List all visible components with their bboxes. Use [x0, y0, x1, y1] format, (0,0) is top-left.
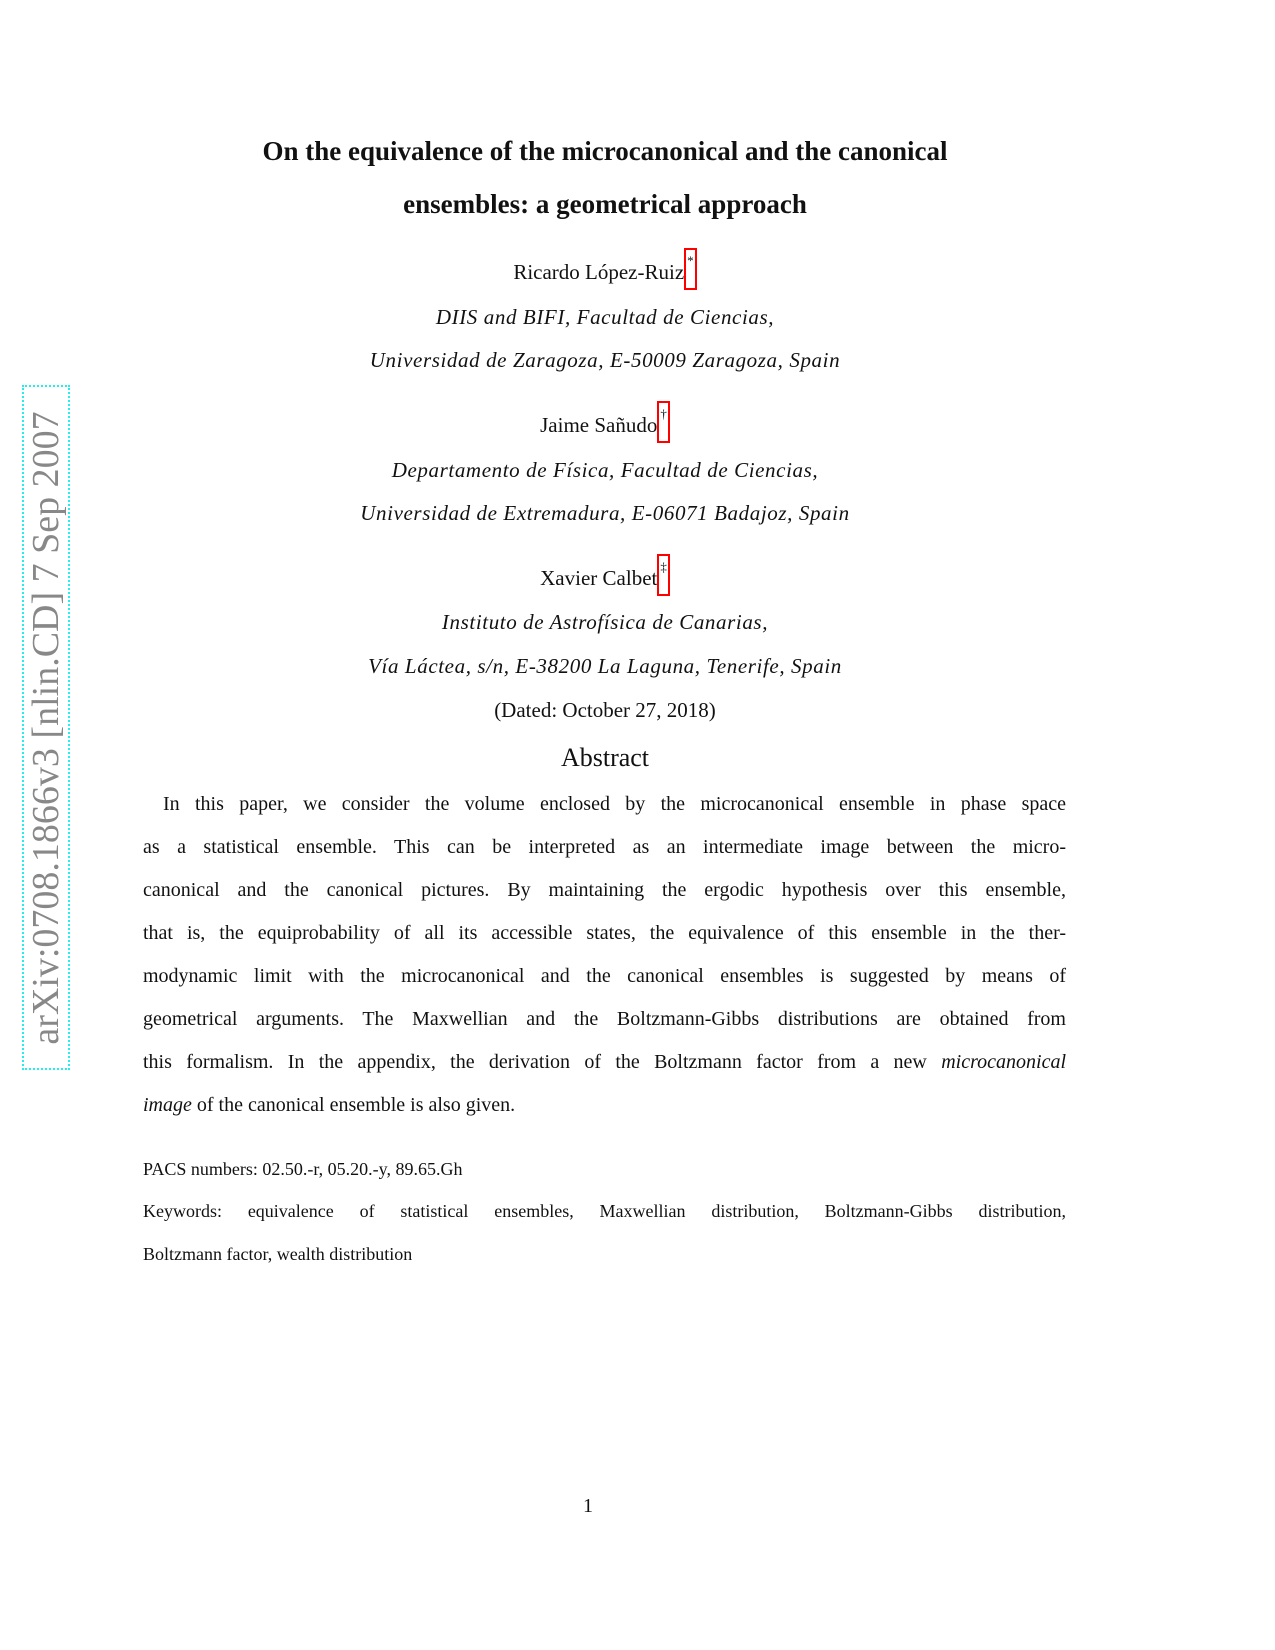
author-name: Jaime Sañudo: [540, 413, 658, 437]
author-3: [0, 559, 1210, 596]
footnote-link[interactable]: *: [684, 248, 697, 290]
abstract-line: [143, 1051, 1066, 1074]
emphasis: image: [143, 1094, 192, 1116]
abstract-line: canonical and the canonical pictures. By maintaining the ergodic hypothesis over this ensemble,: [143, 879, 1066, 901]
arxiv-stamp: [22, 385, 70, 1070]
abstract-line: [143, 1094, 1066, 1117]
abstract-line: geometrical arguments. The Maxwellian and the Boltzmann-Gibbs distributions are obtained from: [143, 1008, 1066, 1030]
arxiv-id: arXiv:0708.1866v3 [nlin.CD] 7 Sep 2007: [25, 410, 67, 1045]
affiliation: Departamento de Física, Facultad de Ciencias,: [391, 458, 819, 482]
text: of the canonical ensemble is also given.: [191, 1094, 516, 1116]
abstract-line: In this paper, we consider the volume enclosed by the microcanonical ensemble in phase space: [163, 793, 1066, 815]
affiliation: Universidad de Extremadura, E-06071 Badajoz, Spain: [360, 501, 850, 525]
title-line-2: ensembles: a geometrical approach: [403, 189, 807, 219]
author-2: [0, 406, 1210, 443]
text: this formalism. In the appendix, the derivation of the Boltzmann factor from a new: [143, 1051, 927, 1073]
author-name: Ricardo López-Ruiz: [513, 260, 685, 284]
keywords-line: Boltzmann factor, wealth distribution: [143, 1244, 413, 1264]
author-name: Xavier Calbet: [540, 566, 658, 590]
abstract-heading: Abstract: [560, 743, 650, 772]
affiliation: Vía Láctea, s/n, E-38200 La Laguna, Tenerife, Spain: [368, 654, 842, 678]
footnote-link[interactable]: †: [657, 401, 670, 443]
emphasis: microcanonical: [941, 1051, 1067, 1073]
abstract-line: modynamic limit with the microcanonical and the canonical ensembles is suggested by means of: [143, 965, 1066, 987]
affiliation: DIIS and BIFI, Facultad de Ciencias,: [435, 305, 775, 329]
abstract-line: that is, the equiprobability of all its accessible states, the equivalence of this ensemble in the ther-: [143, 922, 1066, 944]
author-1: [0, 253, 1210, 290]
pacs-numbers: PACS numbers: 02.50.-r, 05.20.-y, 89.65.Gh: [143, 1159, 463, 1179]
footnote-link[interactable]: ‡: [657, 554, 670, 596]
keywords-line: Keywords: equivalence of statistical ensembles, Maxwellian distribution, Boltzmann-Gibbs distribution,: [143, 1201, 1066, 1221]
affiliation: Universidad de Zaragoza, E-50009 Zaragoza, Spain: [369, 348, 841, 372]
abstract-line: as a statistical ensemble. This can be interpreted as an intermediate image between the micro-: [143, 836, 1066, 858]
affiliation: Instituto de Astrofísica de Canarias,: [441, 610, 769, 634]
title-line-1: On the equivalence of the microcanonical and the canonical: [262, 136, 948, 166]
page-number: 1: [583, 1495, 593, 1517]
dated: (Dated: October 27, 2018): [494, 698, 716, 722]
